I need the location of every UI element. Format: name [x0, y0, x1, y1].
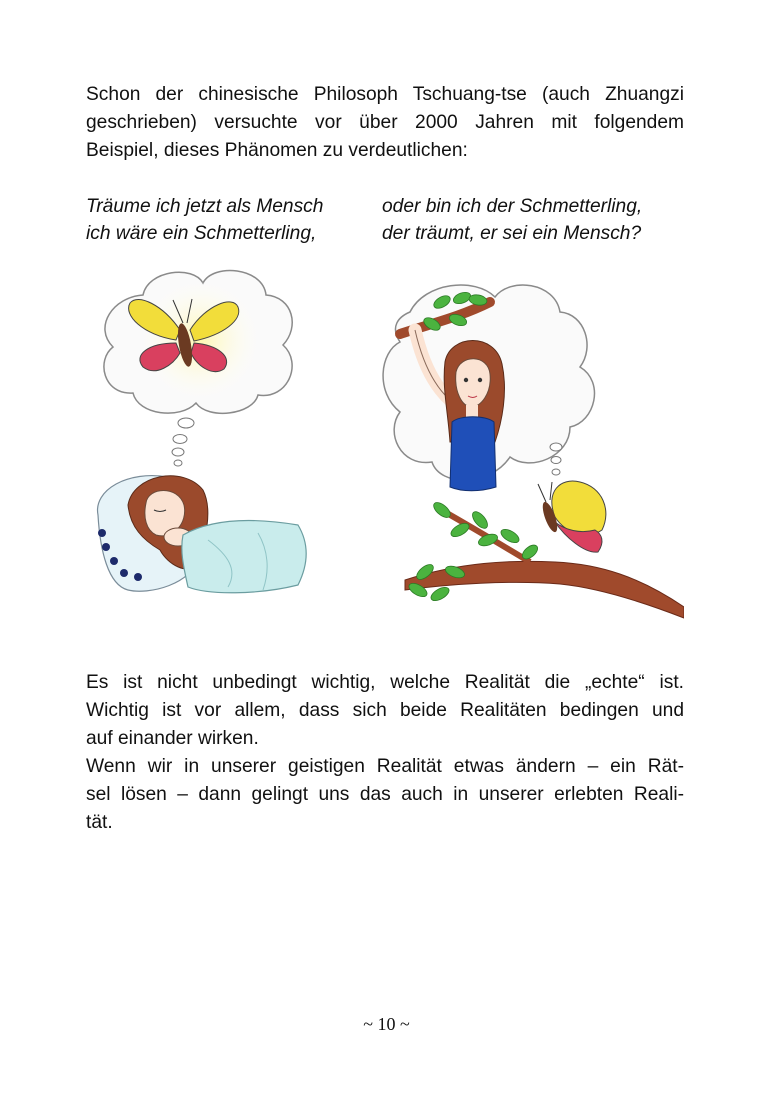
intro-line: geschrieben) versuchte vor über 2000 Jahren mit folgendem — [86, 112, 684, 133]
conclusion-line: Es ist nicht unbedingt wichtig, welche Realität die „echte“ ist. — [86, 672, 684, 693]
intro-paragraph — [86, 81, 684, 165]
quote-line: Träume ich jetzt als Mensch — [86, 196, 324, 217]
closing-line: tät. — [86, 812, 113, 833]
butterfly-dreaming-of-woman-icon — [370, 272, 684, 622]
closing-line: sel lösen – dann gelingt uns das auch in unserer erlebten Reali- — [86, 784, 684, 805]
intro-line: Beispiel, dieses Phänomen zu verdeutlichen: — [86, 140, 468, 161]
quote-line: oder bin ich der Schmetterling, — [382, 196, 643, 217]
quote-line: ich wäre ein Schmetterling, — [86, 223, 317, 244]
quote-right — [382, 193, 642, 247]
page-number: ~ 10 ~ — [363, 1014, 410, 1034]
intro-line: Schon der chinesische Philosoph Tschuang-tse (auch Zhuangzi — [86, 84, 684, 105]
quote-line: der träumt, er sei ein Mensch? — [382, 223, 642, 244]
conclusion-line: Wichtig ist vor allem, dass sich beide Realitäten bedingen und — [86, 700, 684, 721]
sleeping-woman-dreaming-of-butterfly-icon — [88, 265, 318, 615]
closing-line: Wenn wir in unserer geistigen Realität etwas ändern – ein Rät- — [86, 756, 684, 777]
closing-paragraph — [86, 753, 684, 837]
conclusion-line: auf einander wirken. — [86, 728, 259, 749]
quote-left — [86, 193, 323, 247]
conclusion-paragraph — [86, 669, 684, 753]
